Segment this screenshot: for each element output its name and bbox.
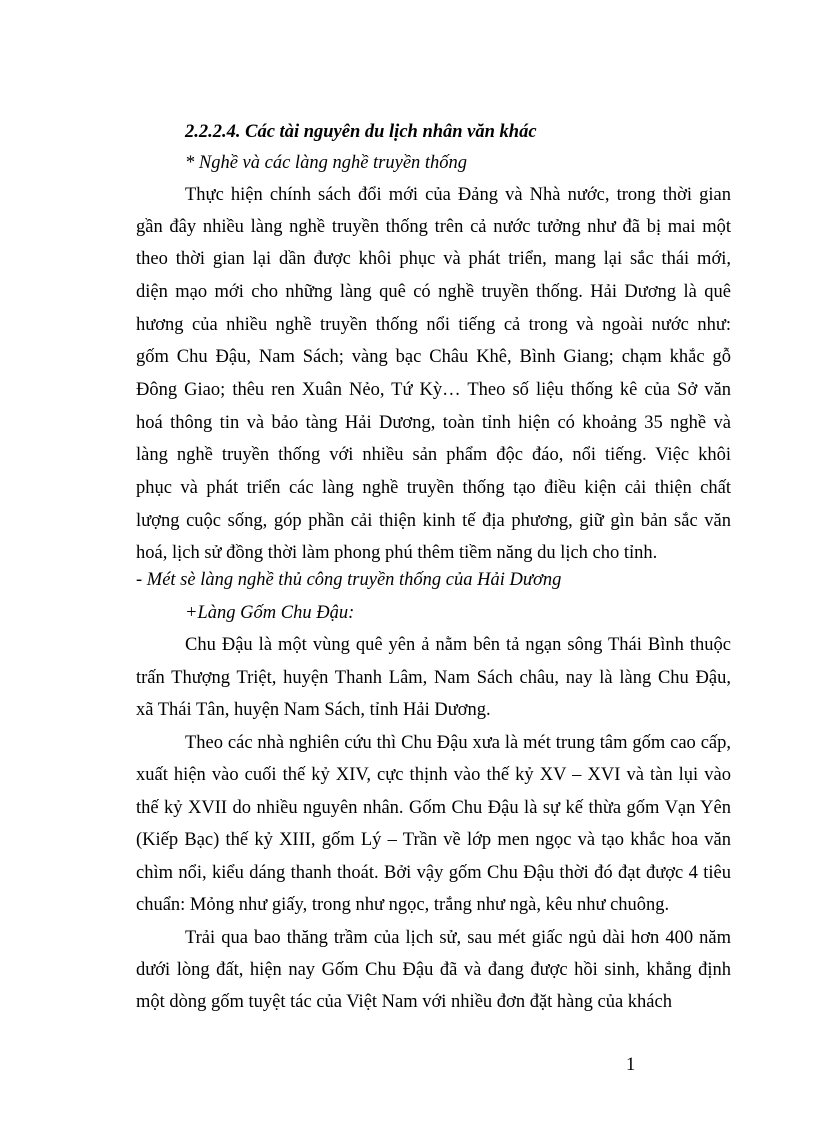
paragraph-line: làng nghề truyền thống với nhiều sản phẩm độc đáo, nổi tiếng. Việc khôi <box>136 445 731 465</box>
paragraph-line: Theo các nhà nghiên cứu thì Chu Đậu xưa là mét trung tâm gốm cao cấp, <box>185 733 731 753</box>
page-number: 1 <box>626 1055 636 1075</box>
paragraph-line: hoá, lịch sử đồng thời làm phong phú thêm tiềm năng du lịch cho tỉnh. <box>136 543 658 563</box>
subheading-traditional-crafts: * Nghề và các làng nghề truyền thống <box>185 153 468 173</box>
paragraph-line: Thực hiện chính sách đổi mới của Đảng và Nhà nước, trong thời gian <box>185 185 731 205</box>
paragraph-line: lượng cuộc sống, góp phần cải thiện kinh tế địa phương, giữ gìn bản sắc văn <box>136 511 731 531</box>
paragraph-line: xã Thái Tân, huyện Nam Sách, tỉnh Hải Dương. <box>136 700 491 720</box>
subheading-chu-dau-village: +Làng Gốm Chu Đậu: <box>185 603 355 623</box>
paragraph-line: thế kỷ XVII do nhiều nguyên nhân. Gốm Chu Đậu là sự kế thừa gốm Vạn Yên <box>136 798 731 818</box>
paragraph-line: gốm Chu Đậu, Nam Sách; vàng bạc Châu Khê, Bình Giang; chạm khắc gỗ <box>136 347 731 367</box>
paragraph-line: chìm nổi, kiểu dáng thanh thoát. Bởi vậy gốm Chu Đậu thời đó đạt được 4 tiêu <box>136 863 731 883</box>
paragraph-line: gần đây nhiều làng nghề truyền thống trên cả nước tưởng như đã bị mai một <box>136 217 731 237</box>
paragraph-line: theo thời gian lại dần được khôi phục và phát triển, mang lại sắc thái mới, <box>136 249 731 269</box>
paragraph-line: hoá thông tin và bảo tàng Hải Dương, toàn tỉnh hiện có khoảng 35 nghề và <box>136 413 731 433</box>
subheading-craft-villages: - Mét sè làng nghề thủ công truyền thống của Hải Dương <box>136 570 562 590</box>
section-heading: 2.2.2.4. Các tài nguyên du lịch nhân văn khác <box>185 122 537 142</box>
paragraph-line: Đông Giao; thêu ren Xuân Nẻo, Tứ Kỳ… Theo số liệu thống kê của Sở văn <box>136 380 731 400</box>
paragraph-line: dưới lòng đất, hiện nay Gốm Chu Đậu đã và đang được hồi sinh, khẳng định <box>136 960 731 980</box>
paragraph-line: Trải qua bao thăng trầm của lịch sử, sau mét giấc ngủ dài hơn 400 năm <box>185 928 731 948</box>
paragraph-line: một dòng gốm tuyệt tác của Việt Nam với nhiều đơn đặt hàng của khách <box>136 992 672 1012</box>
paragraph-line: hương của nhiều nghề truyền thống nổi tiếng cả trong và ngoài nước như: <box>136 315 731 335</box>
paragraph-line: phục và phát triển các làng nghề truyền thống tạo điều kiện cải thiện chất <box>136 478 731 498</box>
paragraph-line: chuẩn: Mỏng như giấy, trong như ngọc, trắng như ngà, kêu như chuông. <box>136 895 670 915</box>
paragraph-line: Chu Đậu là một vùng quê yên ả nằm bên tả ngạn sông Thái Bình thuộc <box>185 635 731 655</box>
paragraph-line: diện mạo mới cho những làng quê có nghề truyền thống. Hải Dương là quê <box>136 282 731 302</box>
paragraph-line: xuất hiện vào cuối thế kỷ XIV, cực thịnh vào thế kỷ XV – XVI và tàn lụi vào <box>136 765 731 785</box>
paragraph-line: trấn Thượng Triệt, huyện Thanh Lâm, Nam Sách châu, nay là làng Chu Đậu, <box>136 668 731 688</box>
paragraph-line: (Kiếp Bạc) thế kỷ XIII, gốm Lý – Trần về lớp men ngọc và tạo khắc hoa văn <box>136 830 731 850</box>
